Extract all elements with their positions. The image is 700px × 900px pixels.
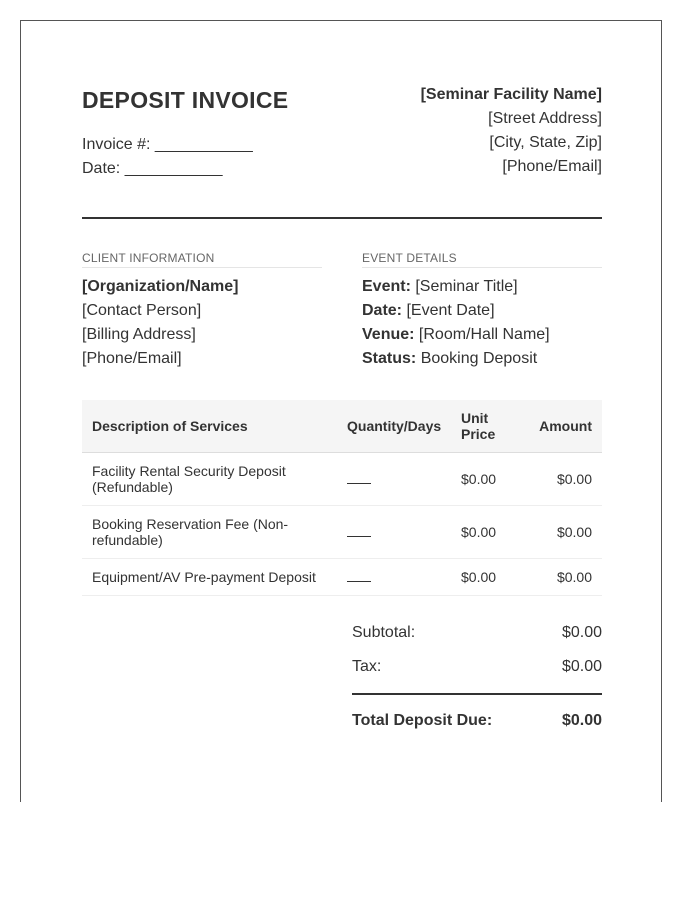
- client-organization: [Organization/Name]: [82, 278, 239, 295]
- header-quantity: Quantity/Days: [337, 400, 451, 452]
- facility-street: [Street Address]: [488, 110, 602, 127]
- event-venue-label: Venue:: [362, 326, 415, 343]
- event-title-line: [362, 275, 602, 299]
- table-row: [82, 452, 602, 505]
- totals-block: [352, 619, 602, 729]
- row-unit-price: $0.00: [451, 558, 519, 595]
- client-phone-email: [Phone/Email]: [82, 350, 182, 367]
- facility-city: [City, State, Zip]: [489, 134, 602, 151]
- table-row: [82, 505, 602, 558]
- client-billing-address: [Billing Address]: [82, 326, 196, 343]
- event-details-heading: EVENT DETAILS: [362, 251, 602, 268]
- facility-contact: [Phone/Email]: [502, 158, 602, 175]
- row-description: Facility Rental Security Deposit (Refundable): [92, 462, 286, 495]
- total-deposit-label: Total Deposit Due:: [352, 712, 493, 729]
- subtotal-row: [352, 619, 602, 653]
- facility-name: [Seminar Facility Name]: [420, 86, 602, 103]
- invoice-title: DEPOSIT INVOICE: [82, 87, 289, 113]
- row-amount: $0.00: [519, 558, 602, 595]
- client-information-section: [82, 251, 322, 371]
- client-information-heading: CLIENT INFORMATION: [82, 251, 322, 268]
- total-deposit-value: $0.00: [561, 712, 602, 729]
- header-unit-price: [451, 400, 519, 452]
- client-contact-person: [Contact Person]: [82, 302, 202, 319]
- event-title-label: Event:: [362, 278, 411, 295]
- table-row: [82, 558, 602, 595]
- subtotal-value: $0.00: [561, 624, 602, 641]
- row-unit-price: $0.00: [451, 452, 519, 505]
- event-title-value: [Seminar Title]: [415, 278, 518, 295]
- invoice-sheet: [20, 20, 662, 802]
- invoice-number-field: Invoice #: ___________: [82, 136, 253, 153]
- event-status-line: [362, 347, 602, 371]
- facility-address-block: [421, 83, 602, 179]
- event-status-value: Booking Deposit: [420, 350, 538, 367]
- totals-divider: [352, 693, 602, 695]
- event-status-label: Status:: [362, 350, 417, 367]
- row-amount: $0.00: [519, 452, 602, 505]
- event-venue-line: [362, 323, 602, 347]
- subtotal-label: Subtotal:: [352, 624, 416, 641]
- event-date-label: Date:: [362, 302, 403, 319]
- row-description: Equipment/AV Pre-payment Deposit: [92, 568, 316, 585]
- row-description: Booking Reservation Fee (Non-refundable): [92, 515, 289, 548]
- tax-row: [352, 653, 602, 687]
- row-amount: $0.00: [519, 505, 602, 558]
- header-description: Description of Services: [82, 400, 337, 452]
- header-amount: Amount: [519, 400, 602, 452]
- table-header-row: [82, 400, 602, 452]
- tax-label: Tax:: [352, 658, 382, 675]
- header-unit-price-text: Unit Price: [461, 409, 496, 442]
- total-deposit-row: [352, 707, 602, 741]
- invoice-date-field: Date: ___________: [82, 160, 223, 177]
- quantity-blank: [347, 483, 371, 484]
- event-date-value: [Event Date]: [406, 302, 495, 319]
- quantity-blank: [347, 581, 371, 582]
- services-table: [82, 400, 602, 596]
- event-date-line: [362, 299, 602, 323]
- quantity-blank: [347, 536, 371, 537]
- header-divider: [82, 217, 602, 219]
- row-unit-price: $0.00: [451, 505, 519, 558]
- event-details-section: [362, 251, 602, 371]
- invoice-content: [82, 21, 602, 803]
- tax-value: $0.00: [561, 658, 602, 675]
- event-venue-value: [Room/Hall Name]: [418, 326, 550, 343]
